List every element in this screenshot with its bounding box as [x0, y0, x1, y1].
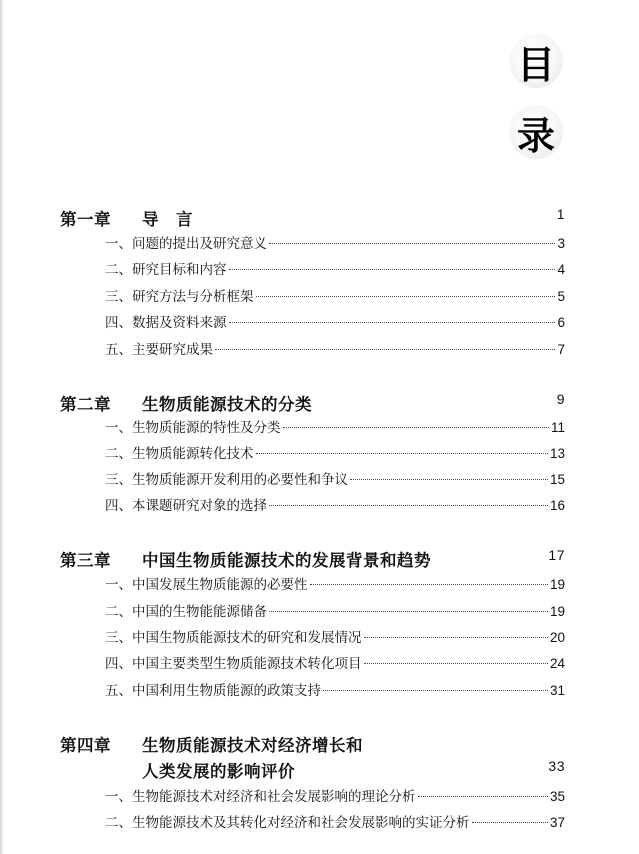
toc-entry	[105, 811, 565, 831]
entry-text: 三、生物质能源开发利用的必要性和争议	[105, 472, 348, 488]
entry-page: 16	[549, 498, 565, 513]
toc-entry	[105, 232, 565, 252]
entry-text: 四、中国主要类型生物质能源技术转化项目	[105, 656, 362, 672]
entry-page: 5	[557, 289, 565, 304]
chapter-3-heading	[60, 547, 565, 571]
toc-entry	[105, 285, 565, 305]
chapter-1-heading	[60, 206, 565, 230]
dot-leader	[323, 690, 548, 691]
page-edge-shadow	[0, 0, 4, 854]
dot-leader	[269, 505, 548, 506]
entry-page: 24	[549, 656, 565, 671]
dot-leader	[310, 584, 548, 585]
toc-entry	[105, 416, 565, 436]
toc-entry	[105, 494, 565, 514]
chapter-title-cont: 人类发展的影响评价	[142, 762, 295, 781]
chapter-page: 9	[556, 391, 565, 407]
entry-text: 四、本课题研究对象的选择	[105, 498, 267, 514]
toc-entry	[105, 785, 565, 805]
chapter-page: 17	[548, 547, 565, 563]
chapter-title: 中国生物质能源技术的发展背景和趋势	[142, 551, 431, 570]
toc-entry	[105, 258, 565, 278]
toc-entry	[105, 652, 565, 672]
entry-text: 三、中国生物质能源技术的研究和发展情况	[105, 630, 362, 646]
entry-text: 二、生物质能源转化技术	[105, 446, 254, 462]
chapter-4-heading	[60, 732, 565, 756]
dot-leader	[472, 822, 548, 823]
entry-page: 19	[549, 604, 565, 619]
title-char-mu: 目	[509, 34, 563, 88]
entry-text: 一、生物质能源的特性及分类	[105, 420, 281, 436]
chapter-page: 1	[556, 206, 565, 222]
toc-entry	[105, 338, 565, 358]
entry-text: 一、中国发展生物质能源的必要性	[105, 577, 308, 593]
chapter-title: 生物质能源技术的分类	[142, 395, 312, 414]
entry-text: 一、生物能源技术对经济和社会发展影响的理论分析	[105, 789, 416, 805]
dot-leader	[364, 637, 548, 638]
chapter-label: 第四章	[60, 736, 111, 755]
entry-page: 19	[549, 577, 565, 592]
entry-page: 4	[557, 262, 565, 277]
toc-entry	[105, 468, 565, 488]
dot-leader	[364, 663, 548, 664]
dot-leader	[283, 427, 549, 428]
chapter-page: 33	[548, 758, 565, 774]
entry-text: 一、问题的提出及研究意义	[105, 236, 267, 252]
dot-leader	[215, 349, 555, 350]
toc-entry	[105, 311, 565, 331]
entry-page: 6	[557, 315, 565, 330]
dot-leader	[269, 611, 548, 612]
entry-text: 四、数据及资料来源	[105, 315, 227, 331]
entry-page: 11	[550, 420, 565, 435]
dot-leader	[229, 322, 556, 323]
toc-entry	[105, 442, 565, 462]
chapter-label: 第一章	[60, 210, 111, 229]
entry-page: 20	[549, 630, 565, 645]
toc-entry	[105, 626, 565, 646]
dot-leader	[269, 243, 555, 244]
entry-page: 37	[549, 815, 565, 830]
dot-leader	[350, 479, 548, 480]
entry-page: 7	[557, 342, 565, 357]
dot-leader	[256, 296, 556, 297]
entry-text: 五、主要研究成果	[105, 342, 213, 358]
title-char-lu: 录	[509, 105, 563, 159]
chapter-title: 导 言	[142, 210, 193, 229]
entry-page: 3	[557, 236, 565, 251]
entry-text: 二、研究目标和内容	[105, 262, 227, 278]
toc-entry	[105, 573, 565, 593]
entry-page: 13	[549, 446, 565, 461]
chapter-label: 第三章	[60, 551, 111, 570]
toc-entry	[105, 600, 565, 620]
entry-text: 五、中国利用生物质能源的政策支持	[105, 683, 321, 699]
dot-leader	[256, 453, 548, 454]
chapter-2-heading	[60, 391, 565, 415]
entry-text: 三、研究方法与分析框架	[105, 289, 254, 305]
entry-text: 二、生物能源技术及其转化对经济和社会发展影响的实证分析	[105, 815, 470, 831]
entry-page: 31	[549, 683, 565, 698]
dot-leader	[229, 269, 556, 270]
entry-text: 二、中国的生物能能源储备	[105, 604, 267, 620]
entry-page: 35	[549, 789, 565, 804]
chapter-label: 第二章	[60, 395, 111, 414]
toc-entry	[105, 679, 565, 699]
dot-leader	[418, 796, 548, 797]
entry-page: 15	[549, 472, 565, 487]
chapter-title: 生物质能源技术对经济增长和	[142, 736, 363, 755]
chapter-4-heading-cont	[142, 758, 565, 782]
